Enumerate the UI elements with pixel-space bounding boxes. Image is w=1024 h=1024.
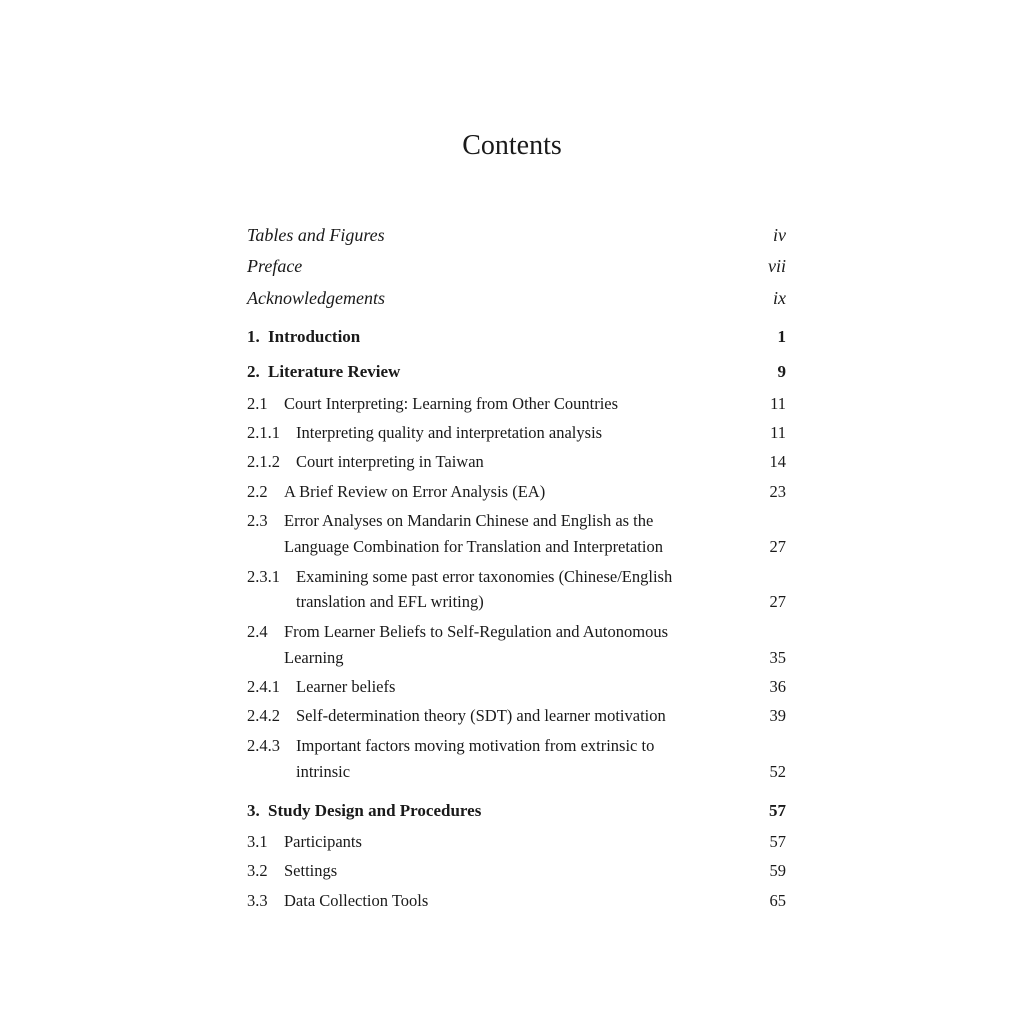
toc-page: iv <box>773 225 786 245</box>
toc-page: 59 <box>769 861 786 880</box>
toc-number: 2. <box>247 362 260 381</box>
toc-label: Court interpreting in Taiwan <box>296 452 484 471</box>
toc-number: 2.1 <box>247 394 268 413</box>
toc-number: 2.3.1 <box>247 567 280 586</box>
toc-section-3-2[interactable] <box>247 858 786 884</box>
toc-number: 1. <box>247 327 260 346</box>
toc-label: A Brief Review on Error Analysis (EA) <box>284 482 546 501</box>
toc-label: Preface <box>247 256 303 276</box>
toc-section-2-4-2[interactable] <box>247 703 786 729</box>
toc-chapter-1[interactable] <box>247 324 786 350</box>
toc-label-line2: intrinsic <box>296 762 351 781</box>
toc-page: vii <box>768 256 786 276</box>
toc-number: 3. <box>247 801 260 820</box>
toc-section-2-1[interactable] <box>247 391 786 417</box>
toc-label: Court Interpreting: Learning from Other Countries <box>284 394 619 413</box>
toc-number: 2.4.1 <box>247 677 280 696</box>
toc-section-2-4-1[interactable] <box>247 674 786 700</box>
toc-label-line1: From Learner Beliefs to Self-Regulation and Autonomous <box>284 622 669 641</box>
toc-number: 2.4.3 <box>247 736 280 755</box>
toc-number: 2.2 <box>247 482 268 501</box>
toc-section-2-4-3[interactable] <box>247 733 786 759</box>
toc-label: Study Design and Procedures <box>268 801 482 820</box>
toc-label-line1: Error Analyses on Mandarin Chinese and English as the <box>284 511 654 530</box>
toc-page: 39 <box>769 706 786 725</box>
toc-label: Tables and Figures <box>247 225 385 245</box>
toc-page: 52 <box>769 762 786 781</box>
toc-label: Settings <box>284 861 338 880</box>
toc-number: 2.3 <box>247 511 268 530</box>
toc-page: 23 <box>769 482 786 501</box>
toc-page: 27 <box>769 537 786 556</box>
toc-page: 9 <box>777 362 786 381</box>
toc-section-2-2[interactable] <box>247 479 786 505</box>
toc-number: 2.1.2 <box>247 452 280 471</box>
toc-label: Learner beliefs <box>296 677 396 696</box>
toc-label: Data Collection Tools <box>284 891 429 910</box>
toc-number: 3.2 <box>247 861 268 880</box>
toc-label-line1: Examining some past error taxonomies (Chinese/English <box>296 567 673 586</box>
toc-label-line2: translation and EFL writing) <box>296 592 484 611</box>
toc-chapter-2[interactable] <box>247 359 786 385</box>
toc-number: 2.4 <box>247 622 268 641</box>
toc-label: Participants <box>284 832 362 851</box>
toc-page: 14 <box>769 452 786 471</box>
toc-entry-acknowledgements[interactable] <box>247 285 786 311</box>
toc-label-line2: Learning <box>284 648 344 667</box>
page-title: Contents <box>462 130 562 161</box>
toc-section-2-4-cont[interactable] <box>247 645 786 671</box>
toc-entry-tables-figures[interactable] <box>247 222 786 248</box>
toc-page: 57 <box>769 801 786 820</box>
toc-section-2-3-1[interactable] <box>247 564 786 590</box>
toc-label: Acknowledgements <box>247 288 385 308</box>
toc-section-2-1-1[interactable] <box>247 420 786 446</box>
toc-section-2-3-cont[interactable] <box>247 534 786 560</box>
toc-number: 3.3 <box>247 891 268 910</box>
toc-number: 2.1.1 <box>247 423 280 442</box>
toc-page: 27 <box>769 592 786 611</box>
toc-page: 35 <box>769 648 786 667</box>
toc-section-2-1-2[interactable] <box>247 449 786 475</box>
toc-section-3-1[interactable] <box>247 829 786 855</box>
toc-section-3-3[interactable] <box>247 888 786 914</box>
toc-entry-preface[interactable] <box>247 253 786 279</box>
toc-label: Literature Review <box>268 362 401 381</box>
toc-label-line2: Language Combination for Translation and Interpretation <box>284 537 663 556</box>
toc-label-line1: Important factors moving motivation from extrinsic to <box>296 736 655 755</box>
toc-number: 3.1 <box>247 832 268 851</box>
toc-page: 36 <box>769 677 786 696</box>
toc-label: Self-determination theory (SDT) and learner motivation <box>296 706 666 725</box>
toc-page: ix <box>773 288 786 308</box>
toc-section-2-3[interactable] <box>247 508 786 534</box>
toc-page: 65 <box>769 891 786 910</box>
toc-label: Interpreting quality and interpretation analysis <box>296 423 603 442</box>
toc-section-2-4-3-cont[interactable] <box>247 759 786 785</box>
toc-label: Introduction <box>268 327 361 346</box>
toc-chapter-3[interactable] <box>247 798 786 824</box>
toc-page: 11 <box>770 394 786 413</box>
toc-page: 11 <box>770 423 786 442</box>
toc-section-2-3-1-cont[interactable] <box>247 589 786 615</box>
toc-page: 57 <box>769 832 786 851</box>
toc-number: 2.4.2 <box>247 706 280 725</box>
toc-section-2-4[interactable] <box>247 619 786 645</box>
toc-page: 1 <box>777 327 786 346</box>
